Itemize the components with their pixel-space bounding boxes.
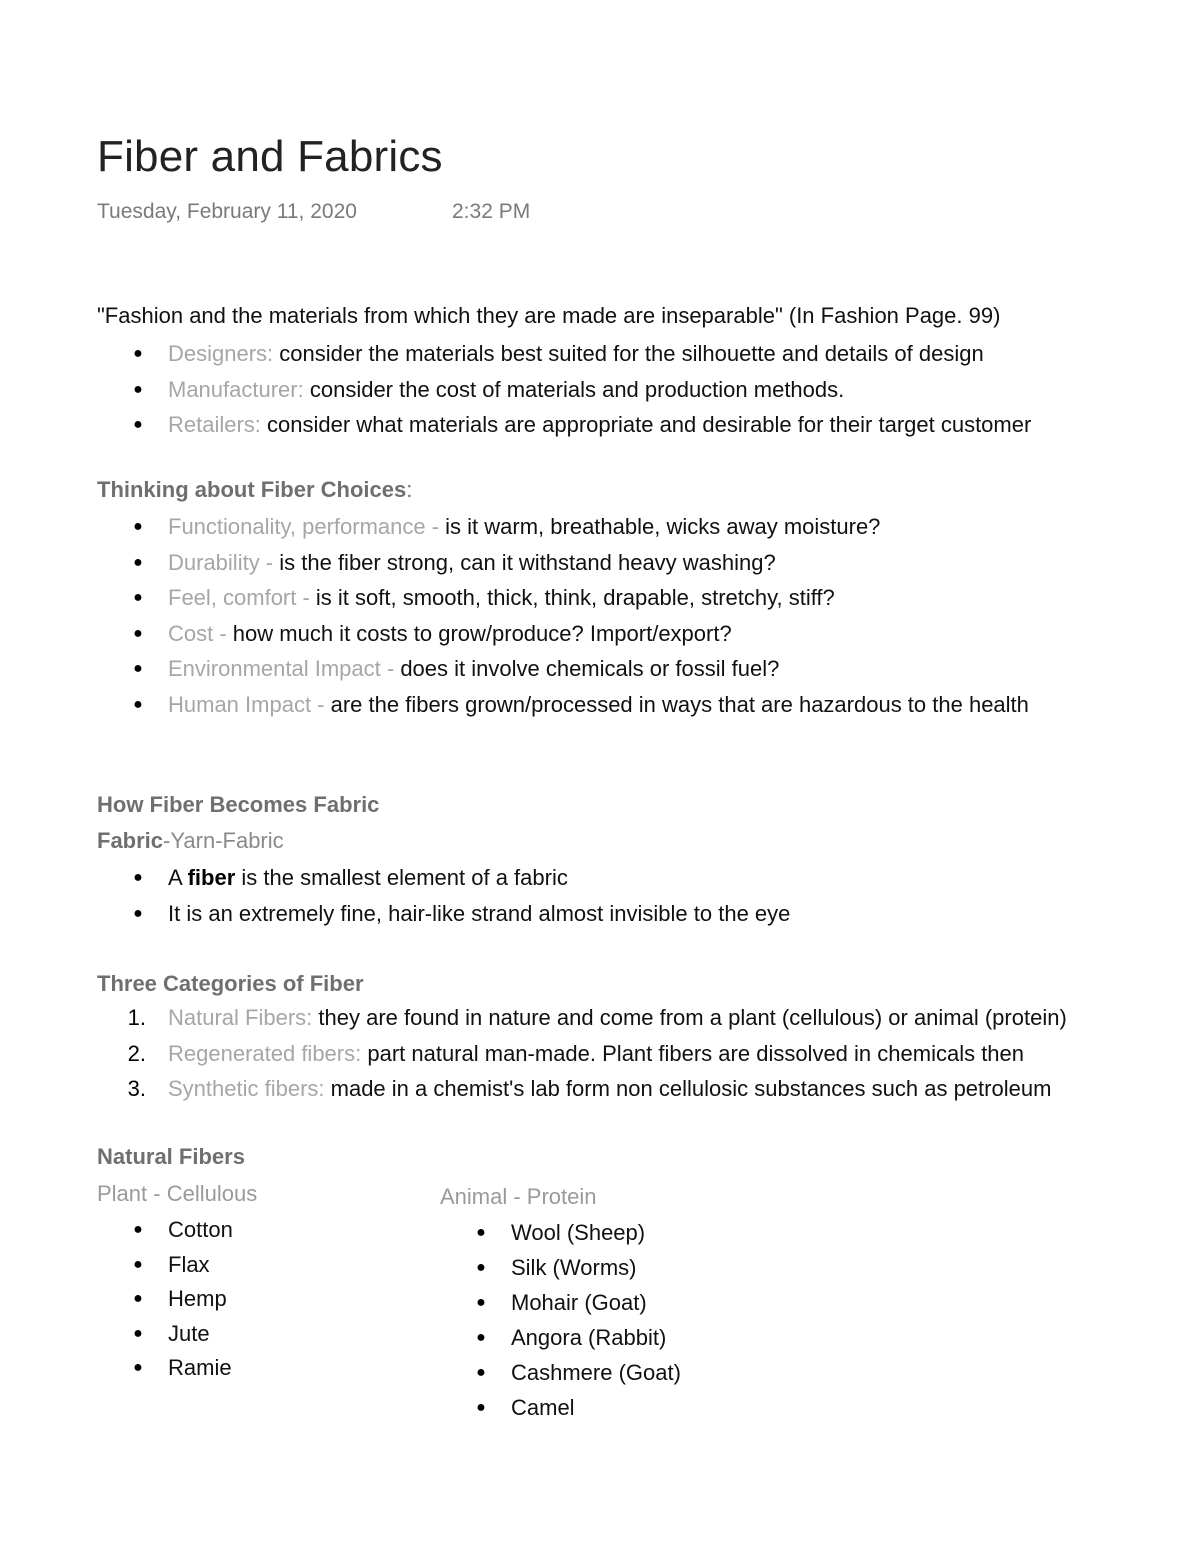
item-text: Mohair (Goat) <box>511 1290 647 1315</box>
item-text: Hemp <box>168 1286 227 1311</box>
item-text: they are found in nature and come from a plant (cellulous) or animal (protein) <box>312 1005 1067 1030</box>
animal-fiber-list <box>476 1215 681 1425</box>
item-label: Natural Fibers: <box>168 1005 313 1030</box>
bullet-icon: ● <box>476 1329 486 1346</box>
list-item <box>133 509 1029 545</box>
list-item <box>476 1215 681 1250</box>
plant-heading: Plant - Cellulous <box>97 1181 258 1206</box>
item-pre: A <box>168 865 188 890</box>
bullet-icon: ● <box>133 1324 143 1342</box>
list-item <box>133 372 1031 408</box>
list-item <box>133 407 1032 443</box>
item-text: It is an extremely fine, hair-like strand almost invisible to the eye <box>168 900 791 926</box>
item-number: 3. <box>127 1076 146 1102</box>
list-item <box>133 1351 233 1386</box>
item-text: made in a chemist's lab form non cellulosic substances such as petroleum <box>324 1076 1052 1102</box>
item-label: Human Impact - <box>168 691 331 717</box>
item-label: Functionality, performance - <box>168 514 446 539</box>
list-item <box>133 616 1029 652</box>
item-text: Silk (Worms) <box>511 1255 637 1280</box>
bullet-icon: ● <box>133 380 143 398</box>
item-text: Angora (Rabbit) <box>511 1325 667 1350</box>
categories-list <box>127 1000 1067 1107</box>
item-text: consider the cost of materials and production methods. <box>303 376 845 402</box>
item-text: Wool (Sheep) <box>511 1220 646 1245</box>
item-number: 2. <box>127 1040 146 1066</box>
list-item <box>476 1250 681 1285</box>
item-text: consider what materials are appropriate and desirable for their target customer <box>260 412 1032 438</box>
item-number: 1. <box>127 1005 146 1030</box>
sub-rest: -Yarn-Fabric <box>163 828 284 853</box>
animal-heading: Animal - Protein <box>440 1184 597 1209</box>
item-label: Retailers: <box>168 412 261 438</box>
list-item <box>133 651 1029 687</box>
list-item <box>133 545 1029 581</box>
item-text: is the fiber strong, can it withstand heavy washing? <box>279 549 776 575</box>
bullet-icon: ● <box>133 1221 143 1238</box>
page-title[interactable]: Fiber and Fabrics <box>97 132 443 181</box>
item-label: Regenerated fibers: <box>168 1040 362 1066</box>
bullet-icon: ● <box>133 1290 143 1307</box>
item-post: is the smallest element of a fabric <box>235 865 568 890</box>
heading-text: Thinking about Fiber Choices <box>97 477 407 502</box>
list-item <box>127 1071 1067 1107</box>
intro-list <box>133 336 1032 443</box>
item-text: Cotton <box>168 1217 233 1242</box>
list-item <box>476 1390 681 1425</box>
list-item <box>133 1248 233 1283</box>
heading-colon: : <box>406 477 413 502</box>
item-text: are the fibers grown/processed in ways that are hazardous to the health <box>330 691 1029 717</box>
list-item <box>133 336 1031 372</box>
item-bold: fiber <box>187 865 236 890</box>
list-item <box>133 580 1029 616</box>
item-text: Ramie <box>168 1355 232 1380</box>
list-item <box>133 1282 233 1317</box>
sub-bold: Fabric <box>97 828 164 853</box>
item-text: how much it costs to grow/produce? Import/export? <box>232 620 732 646</box>
plant-fiber-list <box>133 1213 233 1386</box>
bullet-icon: ● <box>133 1255 143 1273</box>
item-text: does it involve chemicals or fossil fuel? <box>400 656 780 682</box>
item-label: Cost - <box>168 620 233 646</box>
item-text: Flax <box>168 1251 210 1277</box>
intro-quote: "Fashion and the materials from which they are made are inseparable" (In Fashion Page. 99) <box>97 303 1001 328</box>
bullet-icon: ● <box>133 660 143 678</box>
item-text: Jute <box>168 1320 210 1346</box>
bullet-icon: ● <box>476 1224 486 1241</box>
bullet-icon: ● <box>133 553 143 571</box>
fabric-yarn-fabric-line <box>97 828 284 854</box>
list-item <box>476 1320 681 1355</box>
item-text: Camel <box>511 1395 575 1420</box>
bullet-icon: ● <box>133 695 143 713</box>
list-item <box>476 1285 681 1320</box>
section-heading-fiber-choices <box>97 477 412 503</box>
bullet-icon: ● <box>133 589 143 607</box>
item-label: Manufacturer: <box>168 376 304 402</box>
item-label: Synthetic fibers: <box>168 1076 325 1102</box>
item-label: Designers: <box>168 341 274 366</box>
item-label: Durability - <box>168 549 280 575</box>
item-text: part natural man-made. Plant fibers are dissolved in chemicals then <box>361 1040 1025 1066</box>
list-item <box>133 1213 233 1248</box>
bullet-icon: ● <box>476 1294 486 1311</box>
page-date: Tuesday, February 11, 2020 <box>97 200 357 223</box>
fiber-choices-list <box>133 509 1029 723</box>
item-label: Feel, comfort - <box>168 585 316 611</box>
list-item <box>133 896 791 932</box>
bullet-icon: ● <box>133 1359 143 1376</box>
item-label: Environmental Impact - <box>168 656 401 682</box>
bullet-icon: ● <box>476 1399 486 1416</box>
item-text: Cashmere (Goat) <box>511 1360 681 1385</box>
fiber-to-fabric-list <box>133 860 791 931</box>
section-heading-natural-fibers: Natural Fibers <box>97 1144 245 1169</box>
section-heading-categories: Three Categories of Fiber <box>97 971 364 996</box>
list-item <box>133 1317 233 1352</box>
bullet-icon: ● <box>133 345 143 362</box>
bullet-icon: ● <box>133 518 143 535</box>
list-item <box>476 1355 681 1390</box>
bullet-icon: ● <box>133 904 143 922</box>
list-item <box>133 687 1029 723</box>
section-heading-fiber-to-fabric: How Fiber Becomes Fabric <box>97 792 380 817</box>
list-item <box>133 860 790 896</box>
bullet-icon: ● <box>133 624 143 642</box>
item-text: is it warm, breathable, wicks away moisture? <box>445 514 881 539</box>
bullet-icon: ● <box>476 1259 486 1276</box>
bullet-icon: ● <box>133 416 143 434</box>
list-item <box>127 1036 1067 1072</box>
bullet-icon: ● <box>476 1364 486 1381</box>
page-time: 2:32 PM <box>452 200 531 223</box>
item-text: consider the materials best suited for the silhouette and details of design <box>273 341 984 366</box>
bullet-icon: ● <box>133 869 143 886</box>
list-item <box>127 1000 1067 1036</box>
item-text: is it soft, smooth, thick, think, drapable, stretchy, stiff? <box>315 585 835 611</box>
